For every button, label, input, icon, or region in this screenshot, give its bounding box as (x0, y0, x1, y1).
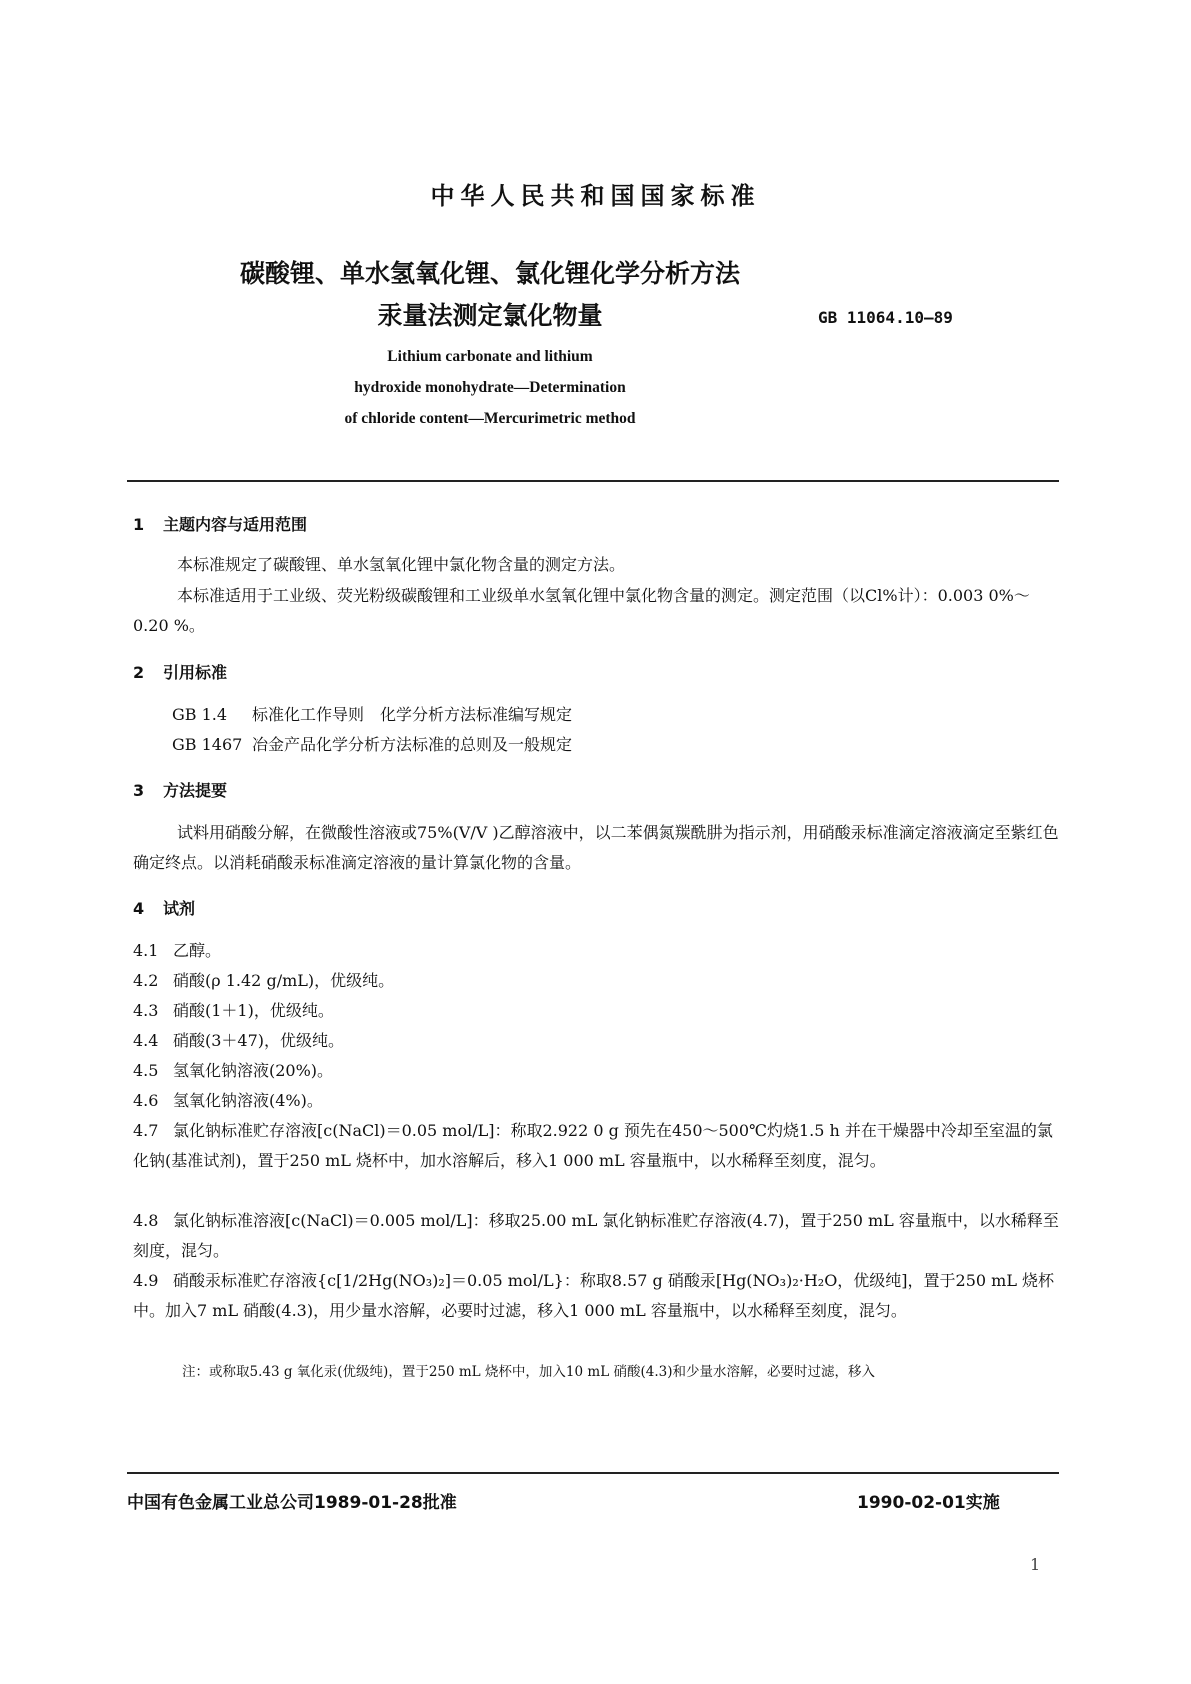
page-number: 1 (1030, 1555, 1041, 1574)
section-4-heading (133, 896, 195, 919)
implementation-date: 1990-02-01实施 (857, 1493, 1000, 1513)
reagent-item (133, 1116, 1059, 1176)
english-title-line-2: hydroxide monohydrate—Determination (354, 379, 626, 396)
reagent-number: 4.1 (133, 941, 159, 960)
section-1-paragraph-2: 本标准适用于工业级、荧光粉级碳酸锂和工业级单水氢氧化锂中氯化物含量的测定。测定范围（以Cl%计）：0.003 0%～0.20 %。 (133, 586, 1030, 635)
reagent-number: 4.6 (133, 1091, 159, 1110)
reagent-item (133, 1026, 1059, 1056)
reference-item (172, 730, 572, 760)
approval-date: 中国有色金属工业总公司1989-01-28批准 (127, 1493, 457, 1513)
section-title: 引用标准 (163, 663, 228, 682)
reagent-text: 氯化钠标准贮存溶液[c(NaCl)＝0.05 mol/L]：称取2.922 0 g 预先在450～500℃灼烧1.5 h 并在干燥器中冷却至室温的氯化钠(基准试剂)，置于250 mL 烧杯中，加水溶解后，移入1 000 mL 容量瓶中，以水稀释至刻度，混匀。 (133, 1121, 1053, 1170)
reagent-number: 4.4 (133, 1031, 159, 1050)
reference-code: GB 1.4 (172, 705, 228, 724)
reagent-number: 4.5 (133, 1061, 159, 1080)
top-divider (127, 480, 1059, 482)
reference-item (172, 700, 572, 730)
section-number: 3 (133, 781, 145, 800)
reagent-number: 4.8 (133, 1211, 159, 1230)
reagent-number: 4.3 (133, 1001, 159, 1020)
reagent-text: 乙醇。 (173, 941, 222, 960)
reagent-item (133, 966, 1059, 996)
gb-code: GB 11064.10—89 (818, 308, 953, 327)
reference-code: GB 1467 (172, 735, 243, 754)
reagent-number: 4.2 (133, 971, 159, 990)
reagent-text: 氯化钠标准溶液[c(NaCl)＝0.005 mol/L]：移取25.00 mL 氯化钠标准贮存溶液(4.7)，置于250 mL 容量瓶中，以水稀释至刻度，混匀。 (133, 1211, 1059, 1260)
reagent-item (133, 1206, 1059, 1266)
standard-header: 中华人民共和国国家标准 (430, 182, 761, 210)
reagent-text: 氢氧化钠溶液(20%)。 (173, 1061, 334, 1080)
reference-text: 冶金产品化学分析方法标准的总则及一般规定 (252, 735, 573, 754)
reagent-item (133, 1086, 1059, 1116)
reagent-text: 硝酸(1＋1)，优级纯。 (173, 1001, 334, 1020)
section-3-heading (133, 778, 227, 801)
note: 注：或称取5.43 g 氧化汞(优级纯)，置于250 mL 烧杯中，加入10 mL 硝酸(4.3)和少量水溶解，必要时过滤，移入 (182, 1364, 875, 1380)
reagent-item (133, 936, 1059, 966)
section-number: 1 (133, 515, 145, 534)
english-title-line-3: of chloride content—Mercurimetric method (344, 410, 636, 427)
reagent-text: 硝酸(ρ 1.42 g/mL)，优级纯。 (173, 971, 395, 990)
section-title: 主题内容与适用范围 (163, 515, 308, 534)
section-3-paragraph: 试料用硝酸分解，在微酸性溶液或75%(V/V )乙醇溶液中，以二苯偶氮羰酰肼为指示剂，用硝酸汞标准滴定溶液滴定至紫红色确定终点。以消耗硝酸汞标准滴定溶液的量计算氯化物的含量。 (133, 823, 1059, 872)
reagent-item (133, 996, 1059, 1026)
english-title-line-1: Lithium carbonate and lithium (387, 348, 593, 365)
section-number: 4 (133, 899, 145, 918)
reagent-item (133, 1056, 1059, 1086)
section-title: 方法提要 (163, 781, 228, 800)
section-2-heading (133, 660, 227, 683)
section-1-paragraph-1: 本标准规定了碳酸锂、单水氢氧化锂中氯化物含量的测定方法。 (177, 555, 626, 574)
section-number: 2 (133, 663, 145, 682)
footer-divider (127, 1472, 1059, 1474)
title-line-2: 汞量法测定氯化物量 (377, 301, 603, 330)
reagent-number: 4.9 (133, 1271, 159, 1290)
reagent-text: 氢氧化钠溶液(4%)。 (173, 1091, 323, 1110)
title-line-1: 碳酸锂、单水氢氧化锂、氯化锂化学分析方法 (239, 259, 740, 288)
section-title: 试剂 (163, 899, 196, 918)
reagent-number: 4.7 (133, 1121, 159, 1140)
reagent-text: 硝酸汞标准贮存溶液{c[1/2Hg(NO₃)₂]＝0.05 mol/L}：称取8.57 g 硝酸汞[Hg(NO₃)₂·H₂O，优级纯]，置于250 mL 烧杯中。加入7 mL 硝酸(4.3)，用少量水溶解，必要时过滤，移入1 000 mL 容量瓶中，以水稀释至刻度，混匀。 (133, 1271, 1055, 1320)
reagent-item (133, 1266, 1059, 1326)
reagent-text: 硝酸(3＋47)，优级纯。 (173, 1031, 345, 1050)
reference-text: 标准化工作导则 化学分析方法标准编写规定 (252, 705, 573, 724)
section-1-heading (133, 512, 307, 535)
